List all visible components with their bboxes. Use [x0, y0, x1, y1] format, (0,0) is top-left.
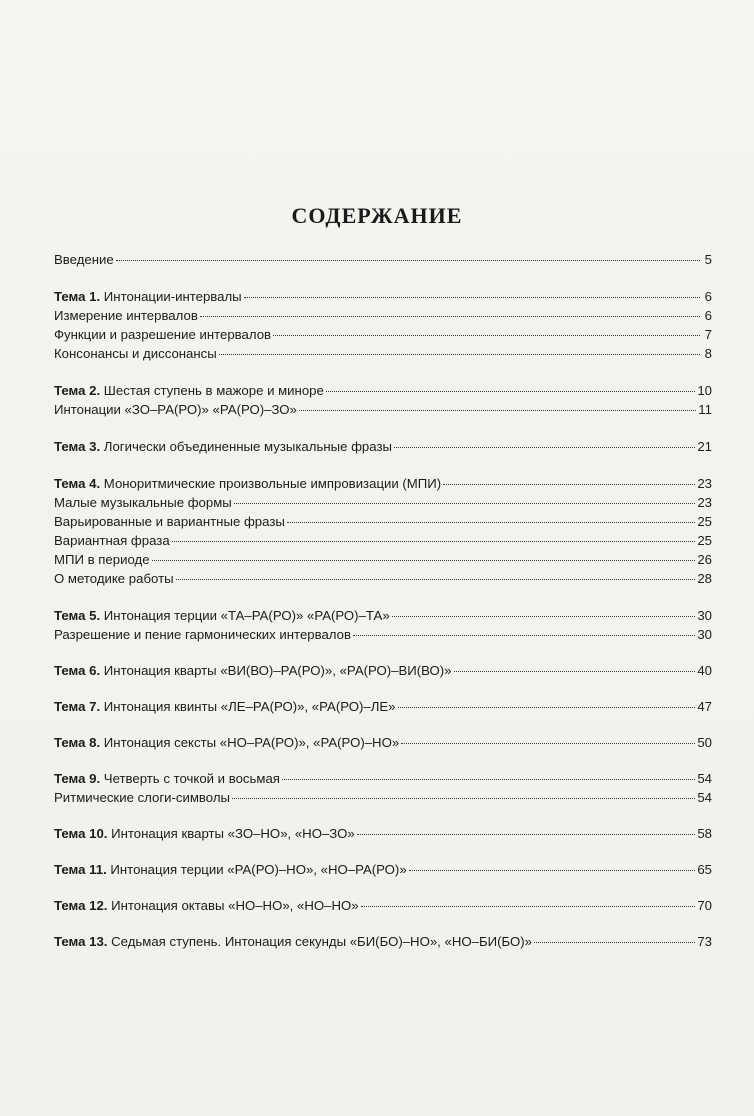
page-number: 73	[697, 934, 712, 949]
toc-entry-intro: Введение 5	[54, 252, 712, 267]
page-number: 7	[704, 327, 712, 342]
page-number: 10	[697, 383, 712, 398]
toc-entry: Варьированные и вариантные фразы 25	[54, 514, 712, 529]
page-number: 6	[704, 289, 712, 304]
page-title: СОДЕРЖАНИЕ	[291, 203, 463, 228]
toc-entry-topic-7: Тема 7. Интонация квинты «ЛЕ–РА(РО)», «РА(РО)–ЛЕ» 47	[54, 699, 712, 714]
toc-entry-topic-2: Тема 2. Шестая ступень в мажоре и миноре 10	[54, 383, 712, 398]
toc-entry: МПИ в периоде 26	[54, 552, 712, 567]
toc-entry-topic-6: Тема 6. Интонация кварты «ВИ(ВО)–РА(РО)», «РА(РО)–ВИ(ВО)» 40	[54, 663, 712, 678]
page-number: 54	[697, 790, 712, 805]
toc-entry: О методике работы 28	[54, 571, 712, 586]
page-number: 25	[697, 533, 712, 548]
toc-entry-topic-4: Тема 4. Моноритмические произвольные импровизации (МПИ) 23	[54, 476, 712, 491]
page-number: 30	[697, 627, 712, 642]
page-number: 50	[697, 735, 712, 750]
toc-entry-topic-1: Тема 1. Интонации-интервалы 6	[54, 289, 712, 304]
page-number: 11	[698, 402, 712, 417]
toc-entry: Интонации «ЗО–РА(РО)» «РА(РО)–ЗО» 11	[54, 402, 712, 417]
toc-entry: Ритмические слоги-символы 54	[54, 790, 712, 805]
toc-entry: Измерение интервалов 6	[54, 308, 712, 323]
toc-entry-topic-8: Тема 8. Интонация сексты «НО–РА(РО)», «РА(РО)–НО» 50	[54, 735, 712, 750]
toc-entry: Малые музыкальные формы 23	[54, 495, 712, 510]
page-number: 23	[697, 495, 712, 510]
page-number: 30	[697, 608, 712, 623]
toc-entry-topic-10: Тема 10. Интонация кварты «ЗО–НО», «НО–ЗО» 58	[54, 826, 712, 841]
toc-entry-topic-9: Тема 9. Четверть с точкой и восьмая 54	[54, 771, 712, 786]
page-number: 25	[697, 514, 712, 529]
toc-entry: Вариантная фраза 25	[54, 533, 712, 548]
page-number: 70	[697, 898, 712, 913]
page-number: 6	[704, 308, 712, 323]
page-number: 26	[697, 552, 712, 567]
page-number: 65	[697, 862, 712, 877]
page-number: 21	[697, 439, 712, 454]
page-number: 47	[697, 699, 712, 714]
toc-entry-topic-12: Тема 12. Интонация октавы «НО–НО», «НО–НО» 70	[54, 898, 712, 913]
toc-entry: Функции и разрешение интервалов 7	[54, 327, 712, 342]
table-of-contents	[54, 250, 712, 951]
page-number: 23	[697, 476, 712, 491]
page-number: 40	[697, 663, 712, 678]
toc-entry-topic-5: Тема 5. Интонация терции «ТА–РА(РО)» «РА(РО)–ТА» 30	[54, 608, 712, 623]
page-number: 28	[697, 571, 712, 586]
toc-entry: Консонансы и диссонансы 8	[54, 346, 712, 361]
page-number: 58	[697, 826, 712, 841]
toc-entry-topic-13: Тема 13. Седьмая ступень. Интонация секунды «БИ(БО)–НО», «НО–БИ(БО)» 73	[54, 934, 712, 949]
page-number: 8	[704, 346, 712, 361]
toc-entry-topic-3: Тема 3. Логически объединенные музыкальные фразы 21	[54, 439, 712, 454]
page-number: 54	[697, 771, 712, 786]
toc-entry: Разрешение и пение гармонических интервалов 30	[54, 627, 712, 642]
toc-entry-topic-11: Тема 11. Интонация терции «РА(РО)–НО», «НО–РА(РО)» 65	[54, 862, 712, 877]
page-number: 5	[704, 252, 712, 267]
